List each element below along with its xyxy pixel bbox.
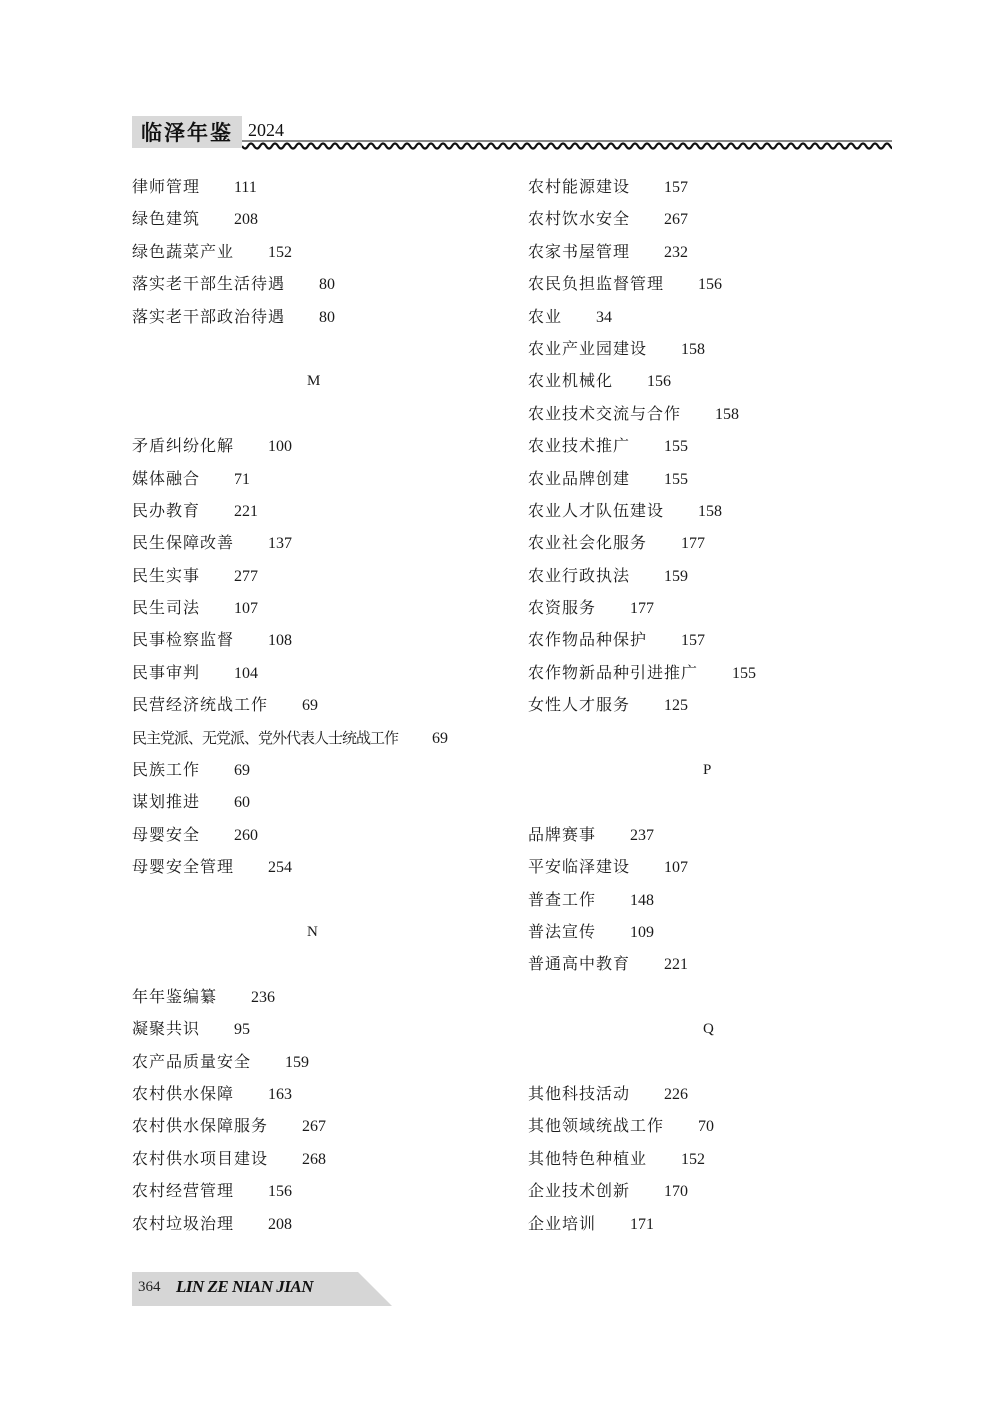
index-term: 农业品牌创建 [528, 468, 631, 488]
index-entry [132, 1110, 492, 1142]
index-column-right [528, 171, 888, 1240]
section-gap [528, 722, 888, 754]
index-entry [132, 624, 492, 656]
index-term: 普查工作 [528, 889, 597, 909]
index-entry [528, 689, 888, 721]
index-entry [528, 916, 888, 948]
index-entry [528, 398, 888, 430]
index-entry [528, 657, 888, 689]
section-gap [132, 884, 492, 916]
index-page-ref: 163 [268, 1085, 293, 1103]
index-page-ref: 236 [251, 988, 276, 1006]
index-page-ref: 267 [664, 211, 689, 229]
index-page-ref: 69 [302, 697, 319, 715]
index-page-ref: 34 [596, 308, 613, 326]
index-entry [528, 301, 888, 333]
index-entry [132, 819, 492, 851]
index-entry [528, 592, 888, 624]
index-entry [132, 722, 492, 754]
index-entry [132, 1175, 492, 1207]
index-entry [132, 495, 492, 527]
index-term: 其他科技活动 [528, 1083, 631, 1103]
index-page-ref: 95 [234, 1021, 251, 1039]
index-page-ref: 268 [302, 1150, 327, 1168]
index-page-ref: 157 [681, 632, 706, 650]
index-entry [528, 203, 888, 235]
index-entry [528, 1143, 888, 1175]
index-page-ref: 125 [664, 697, 689, 715]
index-entry [528, 527, 888, 559]
index-page-ref: 260 [234, 826, 259, 844]
section-gap [528, 1046, 888, 1078]
index-page-ref: 221 [664, 956, 689, 974]
index-term: 农村经营管理 [132, 1181, 235, 1201]
index-term: 农产品质量安全 [132, 1051, 252, 1071]
index-entry [528, 268, 888, 300]
index-letter: N [307, 923, 318, 940]
index-entry [132, 301, 492, 333]
index-term: 绿色蔬菜产业 [132, 241, 235, 261]
index-page-ref: 108 [268, 632, 293, 650]
index-page-ref: 155 [664, 470, 689, 488]
index-entry [528, 430, 888, 462]
index-entry [132, 203, 492, 235]
page-number: 364 [138, 1279, 161, 1295]
index-page-ref: 159 [664, 567, 689, 585]
running-footer [132, 1272, 392, 1306]
index-letter-heading [132, 916, 492, 948]
index-page-ref: 70 [698, 1118, 715, 1136]
index-page-ref: 221 [234, 502, 259, 520]
index-term: 农作物新品种引进推广 [528, 662, 699, 682]
index-term: 农家书屋管理 [528, 241, 631, 261]
index-term: 律师管理 [132, 177, 201, 196]
index-letter-heading [528, 754, 888, 786]
index-term: 平安临泽建设 [528, 857, 631, 877]
index-term: 母婴安全 [132, 824, 201, 844]
index-column-left [132, 171, 492, 1240]
index-page-ref: 158 [681, 340, 706, 358]
index-term: 媒体融合 [132, 468, 201, 488]
index-entry [132, 1046, 492, 1078]
index-letter-heading [132, 365, 492, 397]
index-page-ref: 254 [268, 859, 293, 877]
index-term: 农村供水保障 [132, 1083, 235, 1103]
index-term: 民营经济统战工作 [132, 695, 269, 715]
index-letter: P [703, 762, 712, 779]
index-page-ref: 237 [630, 826, 655, 844]
index-page-ref: 107 [234, 600, 259, 618]
index-term: 民生保障改善 [132, 533, 235, 553]
index-term: 民主党派、无党派、党外代表人士统战工作 [132, 728, 399, 747]
index-page-ref: 177 [630, 600, 655, 618]
index-page-ref: 170 [664, 1183, 689, 1201]
running-header [132, 116, 892, 156]
index-term: 凝聚共识 [132, 1019, 201, 1039]
index-page-ref: 158 [698, 502, 723, 520]
index-entry [528, 365, 888, 397]
index-term: 农业行政执法 [528, 565, 631, 585]
index-term: 其他特色种植业 [528, 1148, 648, 1168]
index-entry [528, 819, 888, 851]
index-page-ref: 109 [630, 923, 655, 941]
index-entry [528, 884, 888, 916]
index-entry [528, 851, 888, 883]
index-page-ref: 177 [681, 535, 706, 553]
index-entry [528, 1110, 888, 1142]
index-entry [132, 1013, 492, 1045]
section-gap [132, 398, 492, 430]
index-term: 农业技术推广 [528, 436, 631, 456]
index-letter-heading [528, 1013, 888, 1045]
index-page-ref: 155 [732, 664, 757, 682]
index-entry [132, 1143, 492, 1175]
index-term: 女性人才服务 [528, 695, 631, 715]
footer-yearbook-name: LIN ZE NIAN JIAN [176, 1277, 313, 1296]
yearbook-title: 临泽年鉴 [132, 116, 242, 148]
index-page-ref: 159 [285, 1053, 310, 1071]
index-page-ref: 232 [664, 243, 689, 261]
index-page-ref: 158 [715, 405, 740, 423]
index-entry [528, 495, 888, 527]
index-term: 民事审判 [132, 662, 201, 682]
index-term: 农民负担监督管理 [528, 274, 665, 294]
section-gap [132, 948, 492, 980]
index-entry [528, 1175, 888, 1207]
index-page-ref: 100 [268, 438, 293, 456]
index-page-ref: 69 [432, 729, 449, 747]
index-entry [132, 786, 492, 818]
index-term: 农村供水保障服务 [132, 1116, 269, 1136]
index-term: 普法宣传 [528, 921, 597, 941]
index-page-ref: 156 [647, 373, 672, 391]
index-page-ref: 226 [664, 1085, 689, 1103]
index-term: 矛盾纠纷化解 [132, 436, 235, 456]
index-page-ref: 148 [630, 891, 655, 909]
index-entry [528, 560, 888, 592]
index-entry [528, 1078, 888, 1110]
index-term: 企业培训 [528, 1213, 597, 1233]
index-entry [528, 1208, 888, 1240]
index-page-ref: 208 [268, 1215, 293, 1233]
index-entry [132, 657, 492, 689]
index-term: 农村垃圾治理 [132, 1213, 235, 1233]
index-term: 落实老干部生活待遇 [132, 274, 286, 294]
index-page-ref: 155 [664, 438, 689, 456]
index-page-ref: 80 [319, 276, 336, 294]
yearbook-year: 2024 [248, 120, 284, 140]
section-gap [528, 786, 888, 818]
index-term: 品牌赛事 [528, 824, 597, 844]
index-term: 民事检察监督 [132, 630, 235, 650]
index-entry [132, 754, 492, 786]
index-term: 绿色建筑 [132, 209, 201, 229]
index-term: 谋划推进 [132, 792, 201, 812]
index-page-ref: 69 [234, 762, 251, 780]
index-page-ref: 60 [234, 794, 251, 812]
section-gap [528, 981, 888, 1013]
index-term: 年年鉴编纂 [132, 986, 218, 1006]
index-entry [132, 171, 492, 203]
index-page-ref: 71 [234, 470, 251, 488]
index-entry [132, 236, 492, 268]
index-term: 农村供水项目建设 [132, 1148, 269, 1168]
index-letter: M [307, 373, 321, 390]
index-term: 落实老干部政治待遇 [132, 306, 286, 326]
index-page-ref: 80 [319, 308, 336, 326]
index-page-ref: 152 [268, 243, 293, 261]
index-term: 普通高中教育 [528, 954, 631, 974]
index-entry [528, 463, 888, 495]
index-letter: Q [703, 1021, 714, 1038]
index-term: 其他领域统战工作 [528, 1116, 665, 1136]
index-entry [132, 1078, 492, 1110]
index-term: 农村饮水安全 [528, 209, 631, 229]
index-term: 企业技术创新 [528, 1181, 631, 1201]
index-term: 农业机械化 [528, 371, 614, 391]
index-page-ref: 137 [268, 535, 293, 553]
index-entry [528, 333, 888, 365]
index-term: 农作物品种保护 [528, 630, 648, 650]
index-entry [132, 268, 492, 300]
index-term: 民生司法 [132, 598, 201, 618]
index-entry [132, 430, 492, 462]
index-entry [528, 171, 888, 203]
index-term: 农业 [528, 306, 563, 326]
index-page-ref: 277 [234, 567, 259, 585]
index-entry [132, 527, 492, 559]
section-gap [132, 333, 492, 365]
index-entry [132, 592, 492, 624]
index-page-ref: 156 [268, 1183, 293, 1201]
index-term: 农业社会化服务 [528, 533, 648, 553]
index-term: 农业产业园建设 [528, 338, 648, 358]
index-term: 农村能源建设 [528, 177, 631, 196]
index-page-ref: 104 [234, 664, 259, 682]
index-term: 母婴安全管理 [132, 857, 235, 877]
index-entry [528, 948, 888, 980]
index-entry [132, 560, 492, 592]
header-wave-rule [242, 138, 892, 152]
index-entry [528, 236, 888, 268]
index-page-ref: 156 [698, 276, 723, 294]
index-page-ref: 107 [664, 859, 689, 877]
index-term: 农资服务 [528, 598, 597, 618]
index-term: 民办教育 [132, 500, 201, 520]
index-page-ref: 267 [302, 1118, 327, 1136]
index-page-ref: 171 [630, 1215, 655, 1233]
index-page-ref: 152 [681, 1150, 706, 1168]
index-entry [132, 463, 492, 495]
index-entry [132, 1208, 492, 1240]
index-page-ref: 208 [234, 211, 259, 229]
index-entry [528, 624, 888, 656]
index-term: 民族工作 [132, 760, 201, 780]
index-page-ref: 157 [664, 179, 689, 196]
index-term: 农业技术交流与合作 [528, 403, 682, 423]
index-entry [132, 851, 492, 883]
index-entry [132, 689, 492, 721]
index-term: 民生实事 [132, 565, 201, 585]
index-term: 农业人才队伍建设 [528, 500, 665, 520]
index-entry [132, 981, 492, 1013]
index-page-ref: 111 [234, 179, 257, 196]
